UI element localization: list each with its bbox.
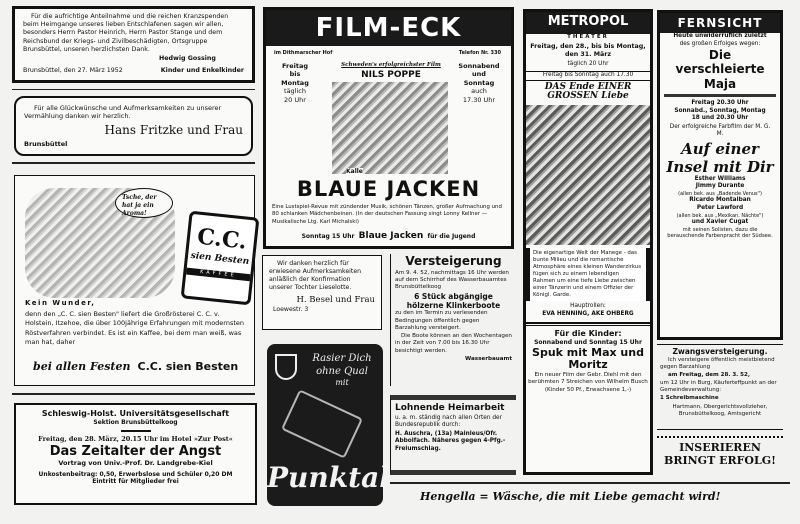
forced-p5: Hartmann, Obergerichtsvollzieher, Brunsbüttelkoog, Amtsgericht (672, 403, 768, 417)
day-left-4: täglich (284, 87, 306, 96)
besel-sign: H. Besel und Frau (296, 295, 375, 306)
cast-6: (allen bek. aus „Mexikan. Nächte") (676, 212, 764, 219)
metropol-roles: EVA HENNING, AKE OHBERG (542, 310, 634, 317)
day-right-4: auch (471, 87, 487, 96)
day-left-1: Freitag (281, 62, 308, 70)
speech-bubble: Tsche, der hat ja ein Aroma! (115, 188, 173, 218)
film-costar: Kalle (346, 168, 363, 175)
fernsicht-movie2: Auf einer Insel mit Dir (666, 139, 774, 176)
forced-p3: um 12 Uhr in Burg, Käuferteffpunkt an der Gemeindeverwaltung: (660, 380, 777, 394)
fernsicht-t1: Freitag 20.30 Uhr (691, 100, 749, 107)
divider (12, 393, 255, 395)
youth-note: für die Jugend (427, 233, 476, 240)
day-left-2: bis (289, 70, 301, 79)
wedding-text: Für alle Glückwünsche und Aufmerksamkeiten zu unserer Vermählung danken wir herzlich. (24, 104, 222, 121)
homework-p1: u. a. m. ständig nach allen Orten der Bundesrepublik durch: (395, 414, 502, 429)
insert-ad (657, 441, 783, 467)
cast-3: (allen bek. aus „Badende Venus") (678, 190, 762, 197)
punktal-line-2: ohne Qual (316, 366, 368, 377)
divider (390, 482, 790, 484)
pack-sub: sien Besten (190, 250, 250, 267)
slogan-2: C.C. sien Besten (137, 360, 239, 373)
punktal-ad (267, 344, 390, 506)
auction-p1: Am 9. 4. 52, nachmittags 16 Uhr werden auf dem Schirrhof des Wasserbauamtes Brunsbüttelkoog (395, 269, 509, 291)
coffee-slogan (33, 360, 238, 374)
punktal-line-1: Rasier Dich (312, 353, 372, 364)
film-eck-phone: Telefon Nr. 330 (458, 50, 501, 56)
film-eck-title: FILM-ECK (266, 10, 511, 46)
auction-sign: Wasserbauamt (465, 355, 512, 362)
razor-icon (281, 389, 363, 458)
auction-title: Versteigerung (405, 254, 502, 268)
mourning-sign1: Hedwig Gossing (159, 54, 216, 62)
film-tagline: Schweden's erfolgreichster Film (341, 62, 441, 68)
coffee-body: denn den „C. C. sien Besten" liefert die Großrösterei C. C. v. Holstein, Itzehoe, die über 100jährige Erfahrungen mit modernsten Röstverfahren verbindet. Es ist ein Kaffee, bei dem man weiß, was man hat, daher (25, 310, 245, 347)
uni-free: Eintritt für Mitglieder frei (92, 478, 179, 486)
wedding-place: Brunsbüttel (24, 139, 68, 148)
metropol-ad (523, 9, 653, 475)
hengella-brand: Hengella (420, 490, 476, 503)
auction-item: 6 Stück abgängige hölzerne Klinkerboote (406, 292, 501, 311)
mourning-text: Für die aufrichtige Anteilnahme und die reichen Kranzspenden beim Heimgange unseres lieben Entschlafenen sagen wir allen, besonders Herrn Pastor Heinrich, Herrn Pastor Stange und dem Reichsbund der Kriegs- und Zivilbeschädigten, Ortsgruppe Brunsbüttel, unseren herzlichsten Dank. (23, 13, 229, 53)
uni-section: Sektion Brunsbüttelkoog (93, 419, 178, 427)
metropol-title: METROPOL (526, 12, 650, 34)
uni-fee: Unkostenbeitrag: 0,50, Erwerbslose und Schüler 0,20 DM (38, 470, 233, 478)
day-right-3: Sonntag (463, 78, 495, 87)
forced-p1: Ich versteigere öffentlich meistbietend gegen Barzahlung (660, 356, 775, 370)
youth-time: Sonntag 15 Uhr (301, 233, 355, 240)
fernsicht-l2: des großen Erfolges wegen: (679, 40, 761, 47)
kids-when: Sonnabend und Sonntag 15 Uhr (534, 338, 642, 346)
pack-label: KAFFEE (186, 268, 250, 281)
mourning-date: Brunsbüttel, den 27. März 1952 (23, 66, 123, 74)
film-star: NILS POPPE (361, 70, 421, 80)
uni-org: Schleswig-Holst. Universitätsgesellschaft (41, 409, 230, 418)
insert-line-1: INSERIEREN (679, 441, 761, 454)
wedding-thanks (14, 96, 253, 156)
fernsicht-ad (657, 10, 783, 340)
youth-title: Blaue Jacken (358, 231, 424, 241)
cast-7: und Xavier Cugat (691, 219, 749, 226)
kids-movie: Spuk mit Max und Moritz (532, 345, 644, 372)
metropol-time: täglich 20 Uhr (567, 61, 609, 68)
metropol-movie: DAS Ende EINER GROSSEN Liebe (544, 81, 632, 102)
coffee-pack (181, 211, 260, 306)
metropol-dates: Freitag, den 28., bis bis Montag, den 31. März (530, 43, 646, 59)
cast-5: Peter Lawford (696, 204, 744, 211)
day-left-3: Montag (281, 78, 309, 87)
film-youth (266, 231, 511, 243)
uni-when: Freitag, den 28. März, 20.15 Uhr im Hotel »Zur Post« (38, 435, 233, 444)
fernsicht-t3: 18 und 20.30 Uhr (691, 115, 749, 122)
kids-heading: Für die Kinder: (554, 328, 622, 338)
auction-p2: zu den im Termin zu verlesenden Bedingungen öffentlich gegen Barzahlung versteigert. (395, 310, 488, 331)
homework-p2: H. Auschra, (13a) Mainleus/Ofr. Abboifach. Näheres gegen 4-Pfg.-Freiumschlag. (395, 430, 506, 452)
homework-ad (390, 395, 516, 475)
confirmation-thanks (262, 255, 382, 330)
film-eck-venue: im Dithmarscher Hof (274, 50, 333, 56)
punktal-line-3: mit (335, 378, 349, 387)
kids-desc: Ein neuer Film der Gebr. Diehl mit den berühmten 7 Streichen von Wilhelm Busch (528, 371, 648, 386)
fernsicht-l3: Der erfolgreiche Farbfilm der M. G. M. (669, 123, 771, 138)
forced-p2: am Freitag, dem 28. 3. 52, (668, 372, 750, 379)
day-right-2: und (472, 70, 486, 79)
fernsicht-title: FERNSICHT (660, 13, 780, 33)
slogan-1: bei allen Festen (33, 360, 131, 373)
cast-2: Jimmy Durante (695, 183, 745, 190)
hengella-slogan: = Wäsche, die mit Liebe gemacht wird! (479, 490, 721, 503)
wedding-sign: Hans Fritzke und Frau (104, 122, 243, 137)
forced-auction (657, 344, 783, 430)
day-right-5: 17.30 Uhr (462, 95, 496, 104)
fernsicht-l1: Heute unwiderruflich zuletzt (673, 33, 767, 39)
homework-title: Lohnende Heimarbeit (395, 403, 505, 413)
hengella-banner (420, 490, 790, 504)
mourning-notice (12, 6, 255, 83)
punktal-brand: Punktal (267, 461, 390, 494)
day-left-5: 20 Uhr (284, 95, 306, 104)
forced-p4: 1 Schreibmaschine (660, 395, 719, 402)
uni-speaker: Vortrag von Univ.-Prof. Dr. Landgrebe-Kiel (58, 459, 213, 468)
sailor-illustration (332, 82, 448, 174)
film-eck-ad (263, 7, 514, 249)
divider (12, 162, 255, 164)
metropol-desc: Die eigenartige Welt der Manege - das bunte Milieu und die romantische Atmosphäre eines kleinen Wanderzirkus fügen sich zu einem lebendigen Rahmen um eine tiefe Liebe zwischen einer Tänzerin und einem Offizier der Königl. Garde. (526, 248, 650, 301)
fernsicht-movie1: Die verschleierte Maja (675, 48, 765, 91)
besel-text: Wir danken herzlich für erwiesene Aufmerksamkeiten anläßlich der Konfirmation unserer Tochter Lieselotte. (269, 260, 362, 292)
kids-price: (Kinder 50 Pf., Erwachsene 1,-) (544, 386, 632, 393)
cast-1: Esther Williams (694, 175, 746, 182)
uni-title: Das Zeitalter der Angst (49, 443, 222, 459)
fernsicht-t2: Sonnabd., Sonntag, Montag (674, 107, 766, 114)
coffee-headline: Kein Wunder, (25, 299, 96, 307)
cast-8: mit seinen Solisten, dazu die berauschende Farbenpracht der Südsee. (667, 226, 773, 240)
coffee-ad (14, 175, 255, 386)
crest-icon (275, 354, 297, 380)
metropol-extra: Freitag bis Sonntag auch 17.30 (526, 71, 650, 81)
divider (657, 436, 783, 438)
mourning-sign2: Kinder und Enkelkinder (160, 66, 244, 74)
insert-line-2: BRINGT ERFOLG! (664, 454, 776, 468)
day-right-1: Sonnabend (458, 62, 500, 70)
couple-illustration (526, 105, 650, 245)
pack-brand: C.C. (195, 223, 248, 255)
forced-title: Zwangsversteigerung. (672, 347, 768, 356)
cast-4: Ricardo Montalban (689, 197, 751, 204)
film-movie-title: BLAUE JACKEN (296, 177, 481, 201)
divider (12, 89, 255, 90)
film-desc: Eine Lustspiel-Revue mit zündender Musik, schönen Tänzen, großer Aufmachung und 80 schlanken Mädchenbeinen. (In der deutschen Fassung singt Lonny Kellner — Musikalische Ltg. Karl Michalski) (272, 204, 502, 225)
metropol-sub: THEATER (567, 34, 609, 40)
university-ad (14, 403, 257, 505)
auction-p3: Die Boote können an den Wochentagen in der Zeit von 7.00 bis 16.30 Uhr besichtigt werden. (395, 333, 512, 354)
besel-addr: Loewestr. 3 (273, 306, 309, 314)
metropol-roles-label: Hauptrollen: (570, 303, 606, 310)
auction-notice (390, 254, 516, 386)
